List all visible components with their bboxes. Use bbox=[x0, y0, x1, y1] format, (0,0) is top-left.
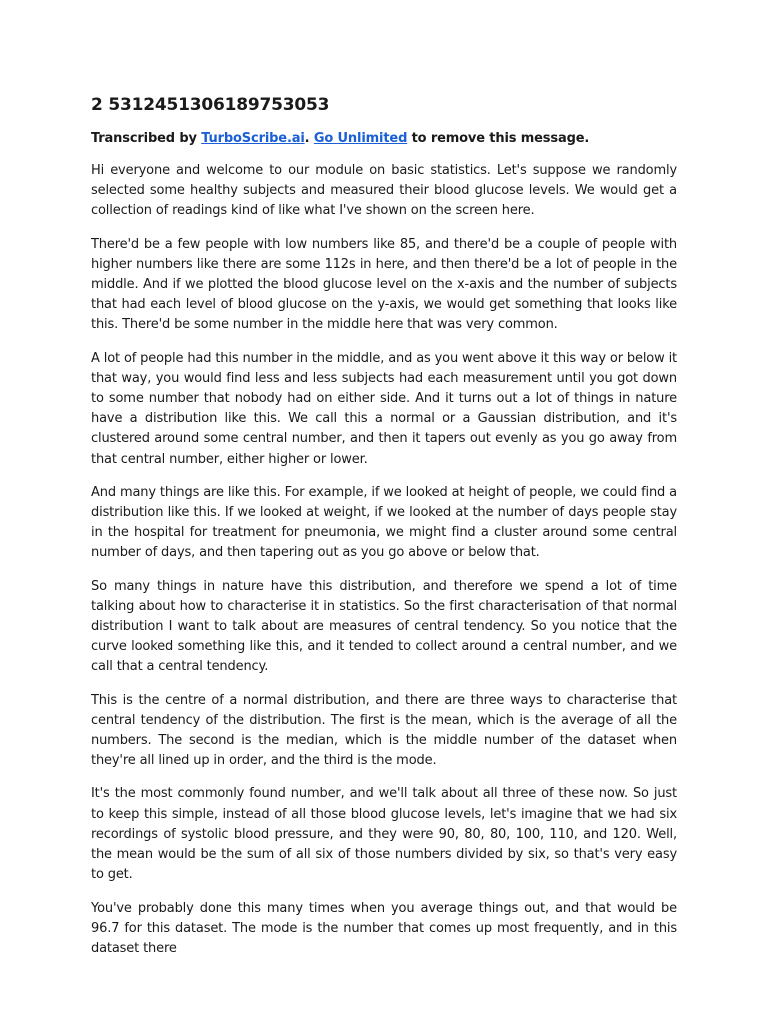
paragraph: This is the centre of a normal distribution, and there are three ways to characterise that central tendency of the distribution. The first is the mean, which is the average of all the numbers. The second is the median, which is the middle number of the dataset when they're all lined up in order, and the third is the mode. bbox=[91, 692, 677, 769]
notice-separator: . bbox=[304, 131, 314, 146]
paragraph: It's the most commonly found number, and we'll talk about all three of these now. So just to keep this simple, instead of all those blood glucose levels, let's imagine that we had six recordings of systolic blood pressure, and they were 90, 80, 80, 100, 110, and 120. Well, the mean would be the sum of all six of those numbers divided by six, so that's very easy to get. bbox=[91, 786, 677, 883]
document-title: 2 5312451306189753053 bbox=[91, 95, 330, 115]
notice-prefix: Transcribed by bbox=[91, 131, 202, 146]
go-unlimited-link[interactable]: Go Unlimited bbox=[313, 131, 408, 146]
notice-suffix: to remove this message. bbox=[407, 131, 590, 146]
paragraph: And many things are like this. For example, if we looked at height of people, we could find a distribution like this. If we looked at weight, if we looked at the number of days people stay in the hospital for treatment for pneumonia, we might find a cluster around some central number of days, and then tapering out as you go above or below that. bbox=[91, 484, 677, 561]
paragraph: There'd be a few people with low numbers like 85, and there'd be a couple of people with higher numbers like there are some 112s in here, and then there'd be a lot of people in the middle. And if we plotted the blood glucose level on the x-axis and the number of subjects that had each level of blood glucose on the y-axis, we would get something that looks like this. There'd be some number in the middle here that was very common. bbox=[91, 236, 677, 333]
document-page bbox=[91, 92, 677, 972]
paragraph: So many things in nature have this distribution, and therefore we spend a lot of time talking about how to characterise it in statistics. So the first characterisation of that normal distribution I want to talk about are measures of central tendency. So you notice that the curve looked something like this, and it tended to collect around a central number, and we call that a central tendency. bbox=[91, 578, 677, 675]
turboscribe-link[interactable]: TurboScribe.ai bbox=[201, 131, 305, 146]
paragraph: A lot of people had this number in the middle, and as you went above it this way or below it that way, you would find less and less subjects had each measurement until you got down to some number that nobody had on either side. And it turns out a lot of things in nature have a distribution like this. We call this a normal or a Gaussian distribution, and it's clustered around some central number, and then it tapers out evenly as you go away from that central number, either higher or lower. bbox=[91, 350, 677, 467]
transcription-notice bbox=[91, 129, 677, 149]
paragraph: Hi everyone and welcome to our module on basic statistics. Let's suppose we randomly selected some healthy subjects and measured their blood glucose levels. We would get a collection of readings kind of like what I've shown on the screen here. bbox=[91, 163, 677, 219]
paragraph: You've probably done this many times when you average things out, and that would be 96.7 for this dataset. The mode is the number that comes up most frequently, and in this dataset there bbox=[91, 900, 677, 956]
